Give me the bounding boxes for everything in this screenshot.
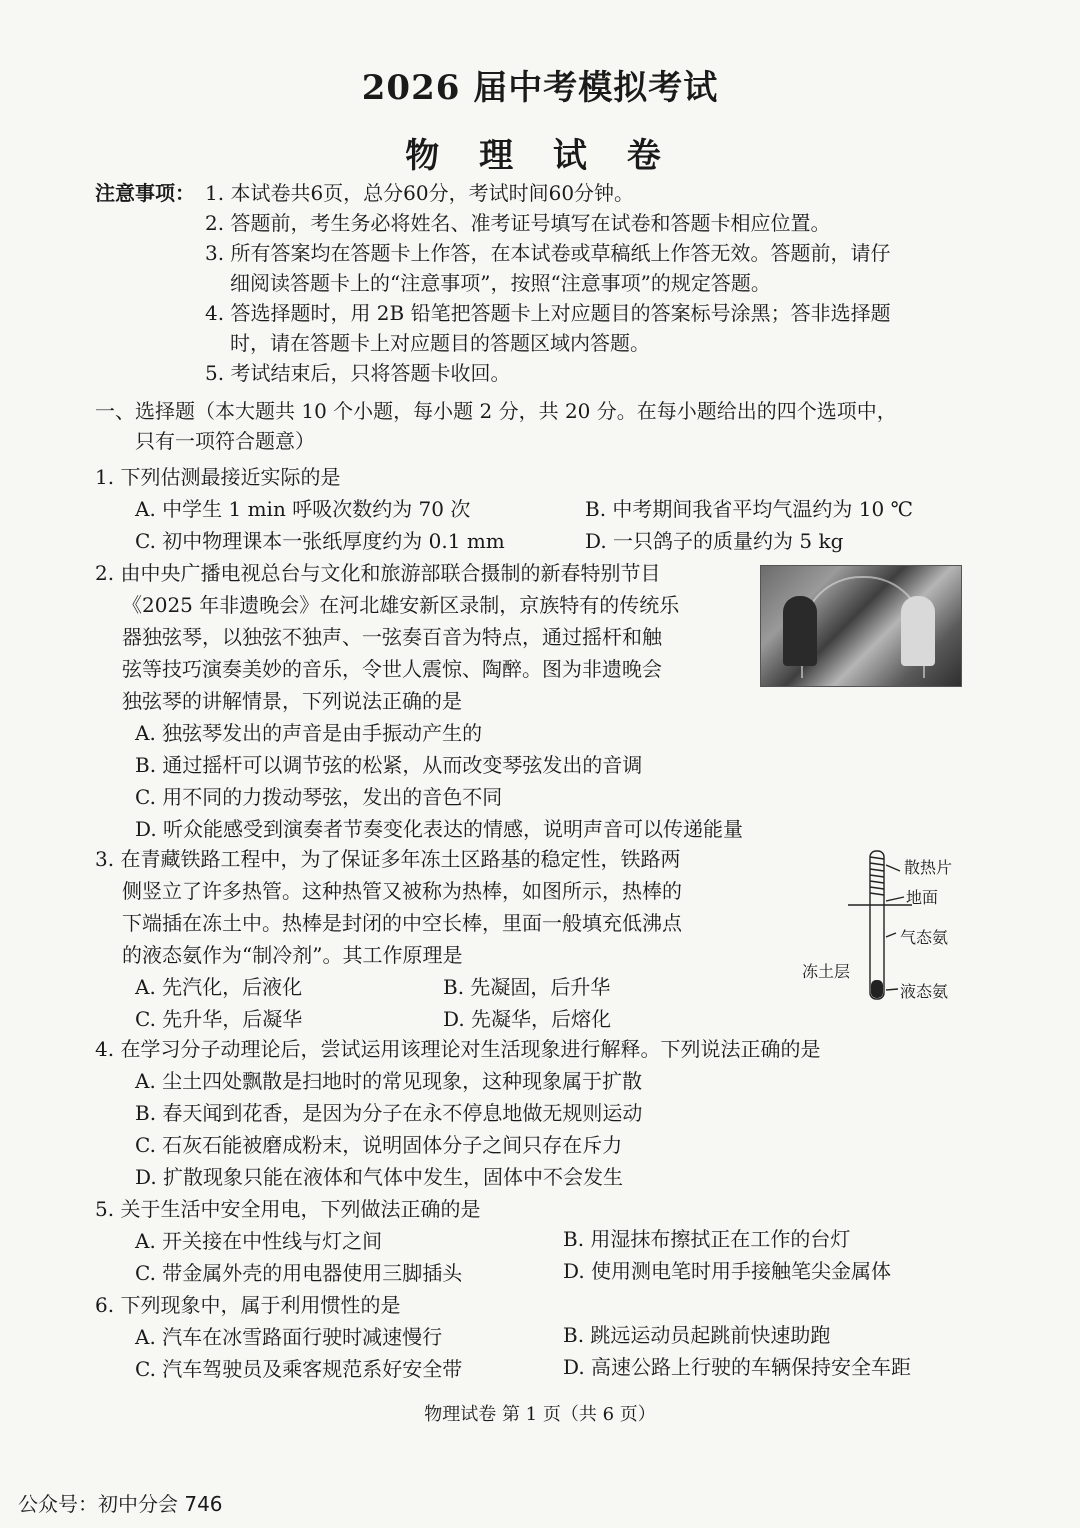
- notice-item: 4. 答选择题时，用 2B 铅笔把答题卡上对应题目的答案标号涂黑；答非选择题: [205, 301, 891, 325]
- q2-option-a: A. 独弦琴发出的声音是由手振动产生的: [135, 721, 483, 745]
- q3-stem: 侧竖立了许多热管。这种热管又被称为热棒，如图所示，热棒的: [122, 879, 682, 903]
- q2-stem: 2. 由中央广播电视总台与文化和旅游部联合摄制的新春特别节目: [95, 561, 661, 585]
- q6-option-d: D. 高速公路上行驶的车辆保持安全车距: [563, 1355, 912, 1379]
- q1-option-c: C. 初中物理课本一张纸厚度约为 0.1 mm: [135, 529, 505, 553]
- q2-option-c: C. 用不同的力拨动琴弦，发出的音色不同: [135, 785, 503, 809]
- q2-stem: 《2025 年非遗晚会》在河北雄安新区录制，京族特有的传统乐: [122, 593, 680, 617]
- heat-pipe-figure: [800, 845, 970, 1015]
- q5-option-c: C. 带金属外壳的用电器使用三脚插头: [135, 1261, 463, 1285]
- q2-option-d: D. 听众能感受到演奏者节奏变化表达的情感，说明声音可以传递能量: [135, 817, 744, 841]
- section-heading: 一、选择题（本大题共 10 个小题，每小题 2 分，共 20 分。在每小题给出的四个选项中，: [95, 399, 897, 423]
- notice-item: 时，请在答题卡上对应题目的答题区域内答题。: [230, 331, 650, 355]
- label-liquid: 液态氨: [900, 982, 949, 1001]
- q5-option-d: D. 使用测电笔时用手接触笔尖金属体: [563, 1259, 892, 1283]
- q2-photo: [760, 565, 962, 687]
- q2-stem: 器独弦琴，以独弦不独声、一弦奏百音为特点，通过摇杆和触: [122, 625, 662, 649]
- q3-stem: 的液态氨作为“制冷剂”。其工作原理是: [122, 943, 463, 967]
- q6-option-a: A. 汽车在冰雪路面行驶时减速慢行: [135, 1325, 443, 1349]
- exam-title: 2026 届中考模拟考试: [361, 68, 719, 108]
- watermark-text: 公众号：初中分会 746: [18, 1492, 223, 1516]
- q6-stem: 6. 下列现象中，属于利用惯性的是: [95, 1293, 401, 1317]
- q6-option-b: B. 跳远运动员起跳前快速助跑: [563, 1323, 831, 1347]
- q3-stem: 下端插在冻土中。热棒是封闭的中空长棒，里面一般填充低沸点: [122, 911, 682, 935]
- label-ground: 地面: [906, 888, 939, 907]
- q2-stem: 弦等技巧演奏美妙的音乐，令世人震惊、陶醉。图为非遗晚会: [122, 657, 662, 681]
- q3-option-d: D. 先凝华，后熔化: [443, 1007, 612, 1031]
- q2-stem: 独弦琴的讲解情景，下列说法正确的是: [122, 689, 462, 713]
- q4-option-d: D. 扩散现象只能在液体和气体中发生，固体中不会发生: [135, 1165, 624, 1189]
- q5-stem: 5. 关于生活中安全用电，下列做法正确的是: [95, 1197, 481, 1221]
- q3-option-b: B. 先凝固，后升华: [443, 975, 611, 999]
- q4-stem: 4. 在学习分子动理论后，尝试运用该理论对生活现象进行解释。下列说法正确的是: [95, 1037, 821, 1061]
- q1-option-a: A. 中学生 1 min 呼吸次数约为 70 次: [135, 497, 471, 521]
- label-soil: 冻土层: [802, 962, 851, 981]
- notice-item: 3. 所有答案均在答题卡上作答，在本试卷或草稿纸上作答无效。答题前，请仔: [205, 241, 891, 265]
- q2-option-b: B. 通过摇杆可以调节弦的松紧，从而改变琴弦发出的音调: [135, 753, 643, 777]
- notice-item: 5. 考试结束后，只将答题卡收回。: [205, 361, 511, 385]
- q5-option-b: B. 用湿抹布擦拭正在工作的台灯: [563, 1227, 851, 1251]
- q1-option-d: D. 一只鸽子的质量约为 5 kg: [585, 529, 844, 553]
- label-fin: 散热片: [904, 858, 953, 877]
- label-gas: 气态氨: [900, 928, 949, 947]
- notice-item: 细阅读答题卡上的“注意事项”，按照“注意事项”的规定答题。: [230, 271, 771, 295]
- q5-option-a: A. 开关接在中性线与灯之间: [135, 1229, 383, 1253]
- q1-option-b: B. 中考期间我省平均气温约为 10 ℃: [585, 497, 913, 521]
- q4-option-b: B. 春天闻到花香，是因为分子在永不停息地做无规则运动: [135, 1101, 643, 1125]
- q3-option-c: C. 先升华，后凝华: [135, 1007, 303, 1031]
- q4-option-a: A. 尘土四处飘散是扫地时的常见现象，这种现象属于扩散: [135, 1069, 643, 1093]
- q6-option-c: C. 汽车驾驶员及乘客规范系好安全带: [135, 1357, 463, 1381]
- paper-title: 物 理 试 卷: [405, 136, 675, 176]
- q4-option-c: C. 石灰石能被磨成粉末，说明固体分子之间只存在斥力: [135, 1133, 623, 1157]
- page-footer: 物理试卷 第 1 页（共 6 页）: [424, 1404, 656, 1425]
- q3-stem: 3. 在青藏铁路工程中，为了保证多年冻土区路基的稳定性，铁路两: [95, 847, 681, 871]
- notice-label: 注意事项：: [95, 181, 195, 205]
- notice-item: 2. 答题前，考生务必将姓名、准考证号填写在试卷和答题卡相应位置。: [205, 211, 831, 235]
- q3-option-a: A. 先汽化，后液化: [135, 975, 303, 999]
- q1-stem: 1. 下列估测最接近实际的是: [95, 465, 341, 489]
- section-heading-cont: 只有一项符合题意）: [135, 429, 315, 453]
- notice-item: 1. 本试卷共6页，总分60分，考试时间60分钟。: [205, 181, 635, 205]
